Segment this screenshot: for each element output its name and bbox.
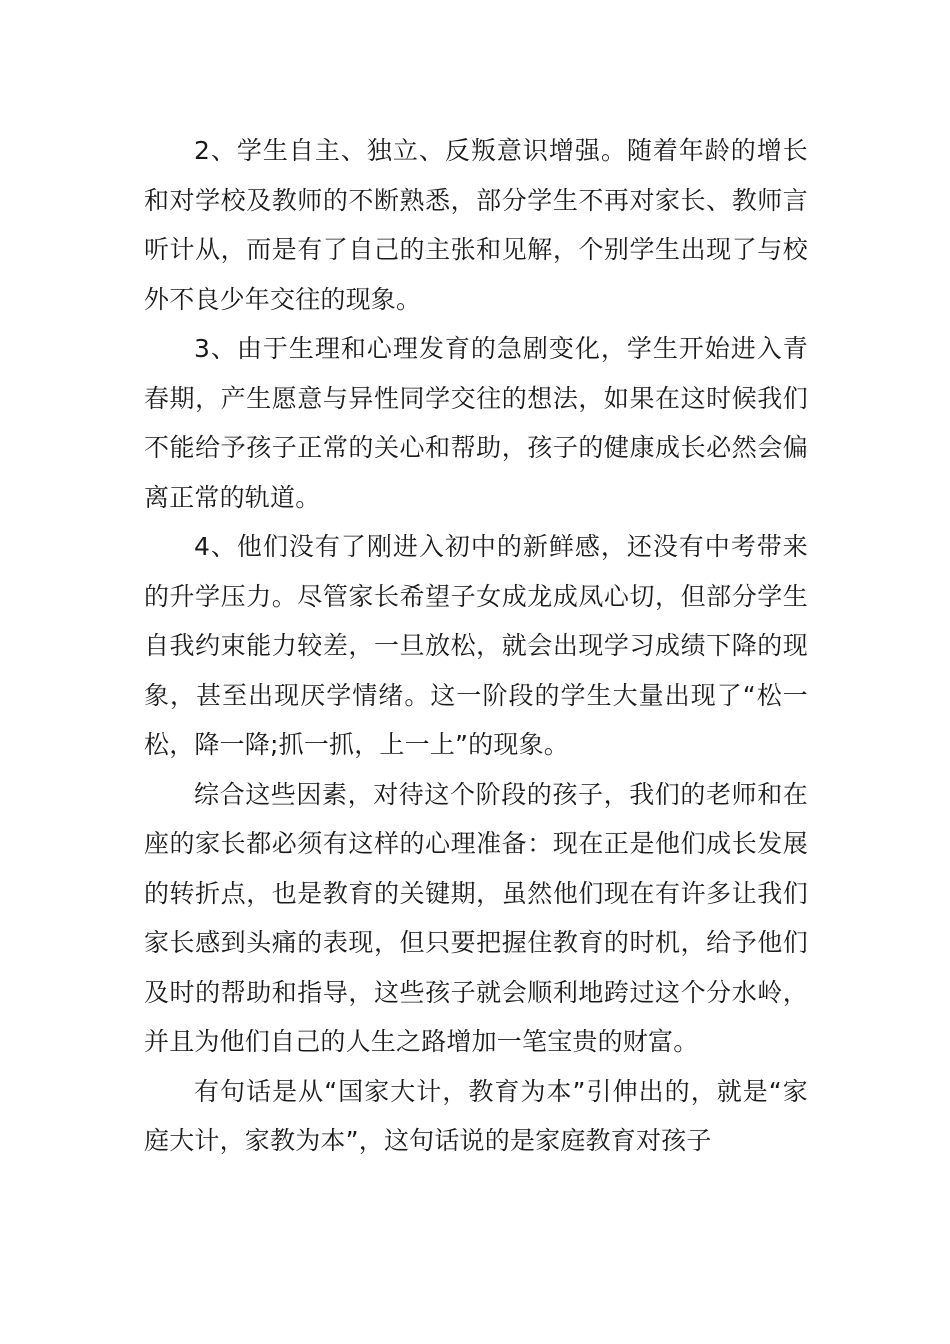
paragraph-summary: 综合这些因素，对待这个阶段的孩子，我们的老师和在座的家长都必须有这样的心理准备：现在正是他们成长发展的转折点，也是教育的关键期，虽然他们现在有许多让我们家长感到头痛的表现，但只要把握住教育的时机，给予他们及时的帮助和指导，这些孩子就会顺利地跨过这个分水岭，并且为他们自己的人生之路增加一笔宝贵的财富。 xyxy=(144,779,808,1056)
paragraph-point-3: 3、由于生理和心理发育的急剧变化，学生开始进入青春期，产生愿意与异性同学交往的想法，如果在这时候我们不能给予孩子正常的关心和帮助，孩子的健康成长必然会偏离正常的轨道。 xyxy=(144,334,808,512)
paragraph-family-education: 有句话是从“国家大计，教育为本”引伸出的，就是“家庭大计，家教为本”，这句话说的是家庭教育对孩子 xyxy=(144,1076,808,1155)
document-body xyxy=(144,126,808,1166)
paragraph-point-2: 2、学生自主、独立、反叛意识增强。随着年龄的增长和对学校及教师的不断熟悉，部分学生不再对家长、教师言听计从，而是有了自己的主张和见解，个别学生出现了与校外不良少年交往的现象。 xyxy=(144,136,808,314)
paragraph-point-4: 4、他们没有了刚进入初中的新鲜感，还没有中考带来的升学压力。尽管家长希望子女成龙成凤心切，但部分学生自我约束能力较差，一旦放松，就会出现学习成绩下降的现象，甚至出现厌学情绪。这一阶段的学生大量出现了“松一松，降一降;抓一抓，上一上”的现象。 xyxy=(144,532,808,759)
